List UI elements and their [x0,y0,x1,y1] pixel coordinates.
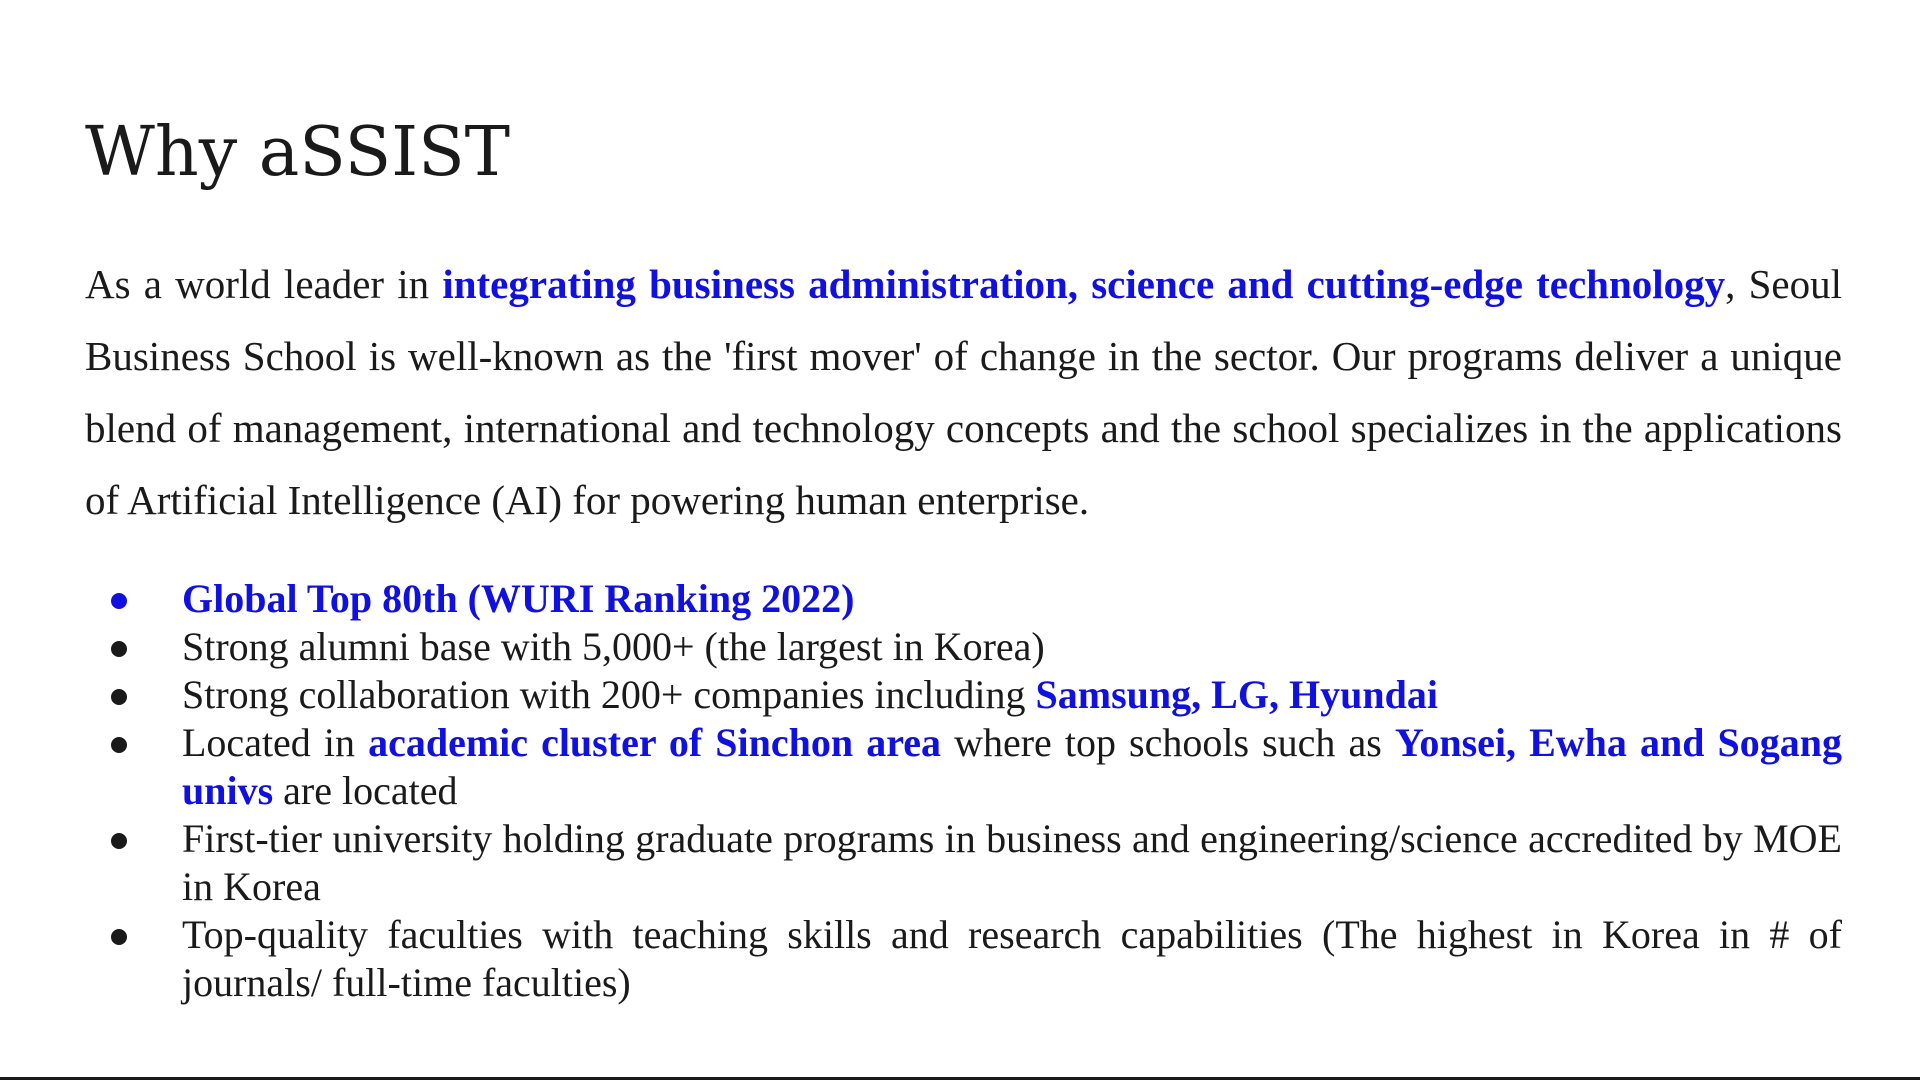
list-item [85,575,1842,623]
list-item-text: Strong alumni base with 5,000+ (the largest in Korea) [182,624,1045,669]
intro-text: , Seoul Business School is well-known as the 'first mover' of change in the sector. Our programs deliver a unique blend of management, international and technology concepts and the school specializes in the applications of Artificial Intelligence (AI) for powering human enterprise. [85,261,1842,523]
list-item-text: Located in [182,720,369,765]
slide-title: Why aSSIST [85,113,511,192]
list-item [85,815,1842,911]
bullet-dot-icon [111,593,127,609]
intro-text: As a world leader in [85,261,443,307]
bullet-dot-icon [111,689,127,705]
list-item [85,671,1842,719]
bullet-dot-icon [111,929,127,945]
list-item-text: Strong collaboration with 200+ companies including [182,672,1036,717]
bullet-dot-icon [111,641,127,657]
highlights-list [85,575,1842,1007]
intro-highlight: integrating business administration, science and cutting-edge technology [442,261,1726,307]
list-item-highlight: Yonsei, Ewha and Sogang univs [182,720,1843,813]
list-item-text: Global Top 80th (WURI Ranking 2022) [182,576,855,621]
bullet-dot-icon [111,833,127,849]
list-item-text: First-tier university holding graduate programs in business and engineering/science accredited by MOE in Korea [182,816,1842,909]
list-item-text: Top-quality faculties with teaching skills and research capabilities (The highest in Korea in # of journals/ full-time faculties) [182,912,1842,1005]
list-item [85,911,1842,1007]
list-item-highlight: academic cluster of Sinchon area [368,720,942,765]
bullet-dot-icon [111,737,127,753]
list-item [85,719,1842,815]
list-item-text: where top schools such as [941,720,1395,765]
list-item-text: are located [273,768,458,813]
intro-paragraph [85,248,1842,536]
list-item [85,623,1842,671]
list-item-highlight: Samsung, LG, Hyundai [1035,672,1438,717]
